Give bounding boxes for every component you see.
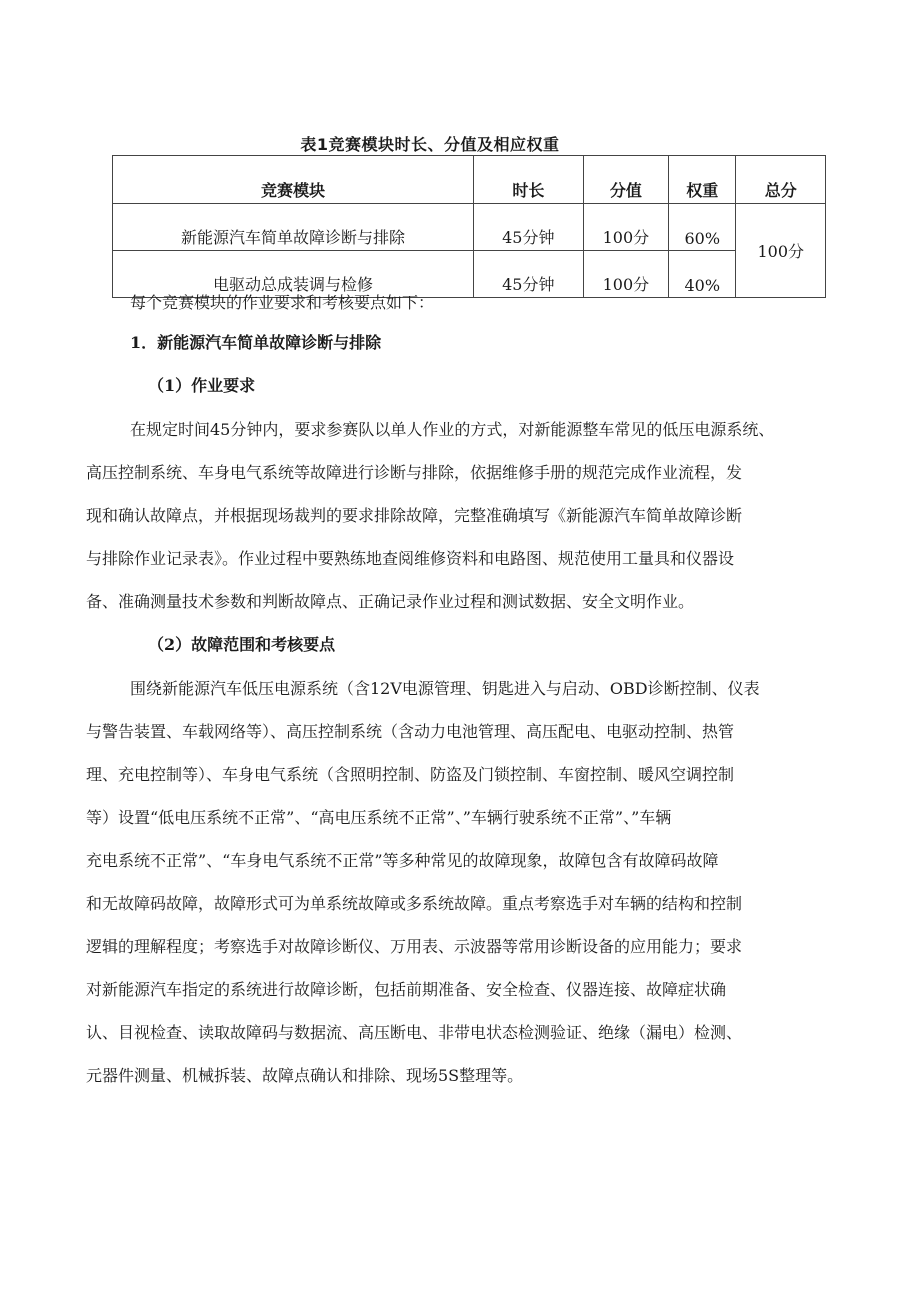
paragraph-line: 元器件测量、机械拆装、故障点确认和排除、现场5S整理等。 bbox=[86, 1066, 524, 1085]
table-caption: 表1竞赛模块时长、分值及相应权重 bbox=[300, 135, 560, 154]
paragraph-line: 等）设置“低电压系统不正常”、“高电压系统不正常”、”车辆行驶系统不正常”、”车辆 bbox=[86, 808, 672, 827]
intro-text: 每个竞赛模块的作业要求和考核要点如下： bbox=[130, 293, 435, 312]
cell-weight: 40% bbox=[669, 251, 736, 298]
paragraph-line: 认、目视检查、读取故障码与数据流、高压断电、非带电状态检测验证、绝缘（漏电）检测、 bbox=[86, 1023, 743, 1042]
cell-duration: 45分钟 bbox=[474, 251, 584, 298]
paragraph-line: 高压控制系统、车身电气系统等故障进行诊断与排除，依据维修手册的规范完成作业流程，发 bbox=[86, 463, 743, 482]
paragraph-line: 备、准确测量技术参数和判断故障点、正确记录作业过程和测试数据、安全文明作业。 bbox=[86, 592, 695, 611]
cell-module: 电驱动总成装调与检修 bbox=[113, 251, 474, 298]
cell-weight: 60% bbox=[669, 204, 736, 251]
score-table bbox=[112, 155, 826, 298]
table-row bbox=[113, 251, 826, 298]
paragraph-line: 充电系统不正常”、“车身电气系统不正常”等多种常见的故障现象，故障包含有故障码故障 bbox=[86, 851, 719, 870]
header-duration: 时长 bbox=[474, 156, 584, 204]
paragraph-line: 在规定时间45分钟内，要求参赛队以单人作业的方式，对新能源整车常见的低压电源系统、 bbox=[130, 420, 775, 439]
cell-module: 新能源汽车简单故障诊断与排除 bbox=[113, 204, 474, 251]
table-row bbox=[113, 204, 826, 251]
paragraph-line: 理、充电控制等）、车身电气系统（含照明控制、防盗及门锁控制、车窗控制、暖风空调控制 bbox=[86, 765, 735, 784]
subsection-heading: （2）故障范围和考核要点 bbox=[148, 635, 336, 654]
cell-total: 100分 bbox=[736, 204, 826, 298]
subsection-heading: （1）作业要求 bbox=[148, 376, 256, 395]
paragraph-line: 与排除作业记录表》。作业过程中要熟练地查阅维修资料和电路图、规范使用工量具和仪器设 bbox=[86, 549, 735, 568]
paragraph-line: 和无故障码故障，故障形式可为单系统故障或多系统故障。重点考察选手对车辆的结构和控制 bbox=[86, 894, 743, 913]
cell-score: 100分 bbox=[583, 251, 668, 298]
header-module: 竞赛模块 bbox=[113, 156, 474, 204]
cell-duration: 45分钟 bbox=[474, 204, 584, 251]
paragraph-line: 对新能源汽车指定的系统进行故障诊断，包括前期准备、安全检查、仪器连接、故障症状确 bbox=[86, 980, 727, 999]
paragraph-line: 与警告装置、车载网络等）、高压控制系统（含动力电池管理、高压配电、电驱动控制、热管 bbox=[86, 722, 735, 741]
paragraph-line: 现和确认故障点，并根据现场裁判的要求排除故障，完整准确填写《新能源汽车简单故障诊断 bbox=[86, 506, 743, 525]
cell-score: 100分 bbox=[583, 204, 668, 251]
header-total: 总分 bbox=[736, 156, 826, 204]
header-weight: 权重 bbox=[669, 156, 736, 204]
table-header-row bbox=[113, 156, 826, 204]
paragraph-line: 围绕新能源汽车低压电源系统（含12V电源管理、钥匙进入与启动、OBD诊断控制、仪表 bbox=[130, 679, 760, 698]
section-heading: 1．新能源汽车简单故障诊断与排除 bbox=[130, 333, 382, 352]
header-score: 分值 bbox=[583, 156, 668, 204]
paragraph-line: 逻辑的理解程度；考察选手对故障诊断仪、万用表、示波器等常用诊断设备的应用能力；要求 bbox=[86, 937, 743, 956]
